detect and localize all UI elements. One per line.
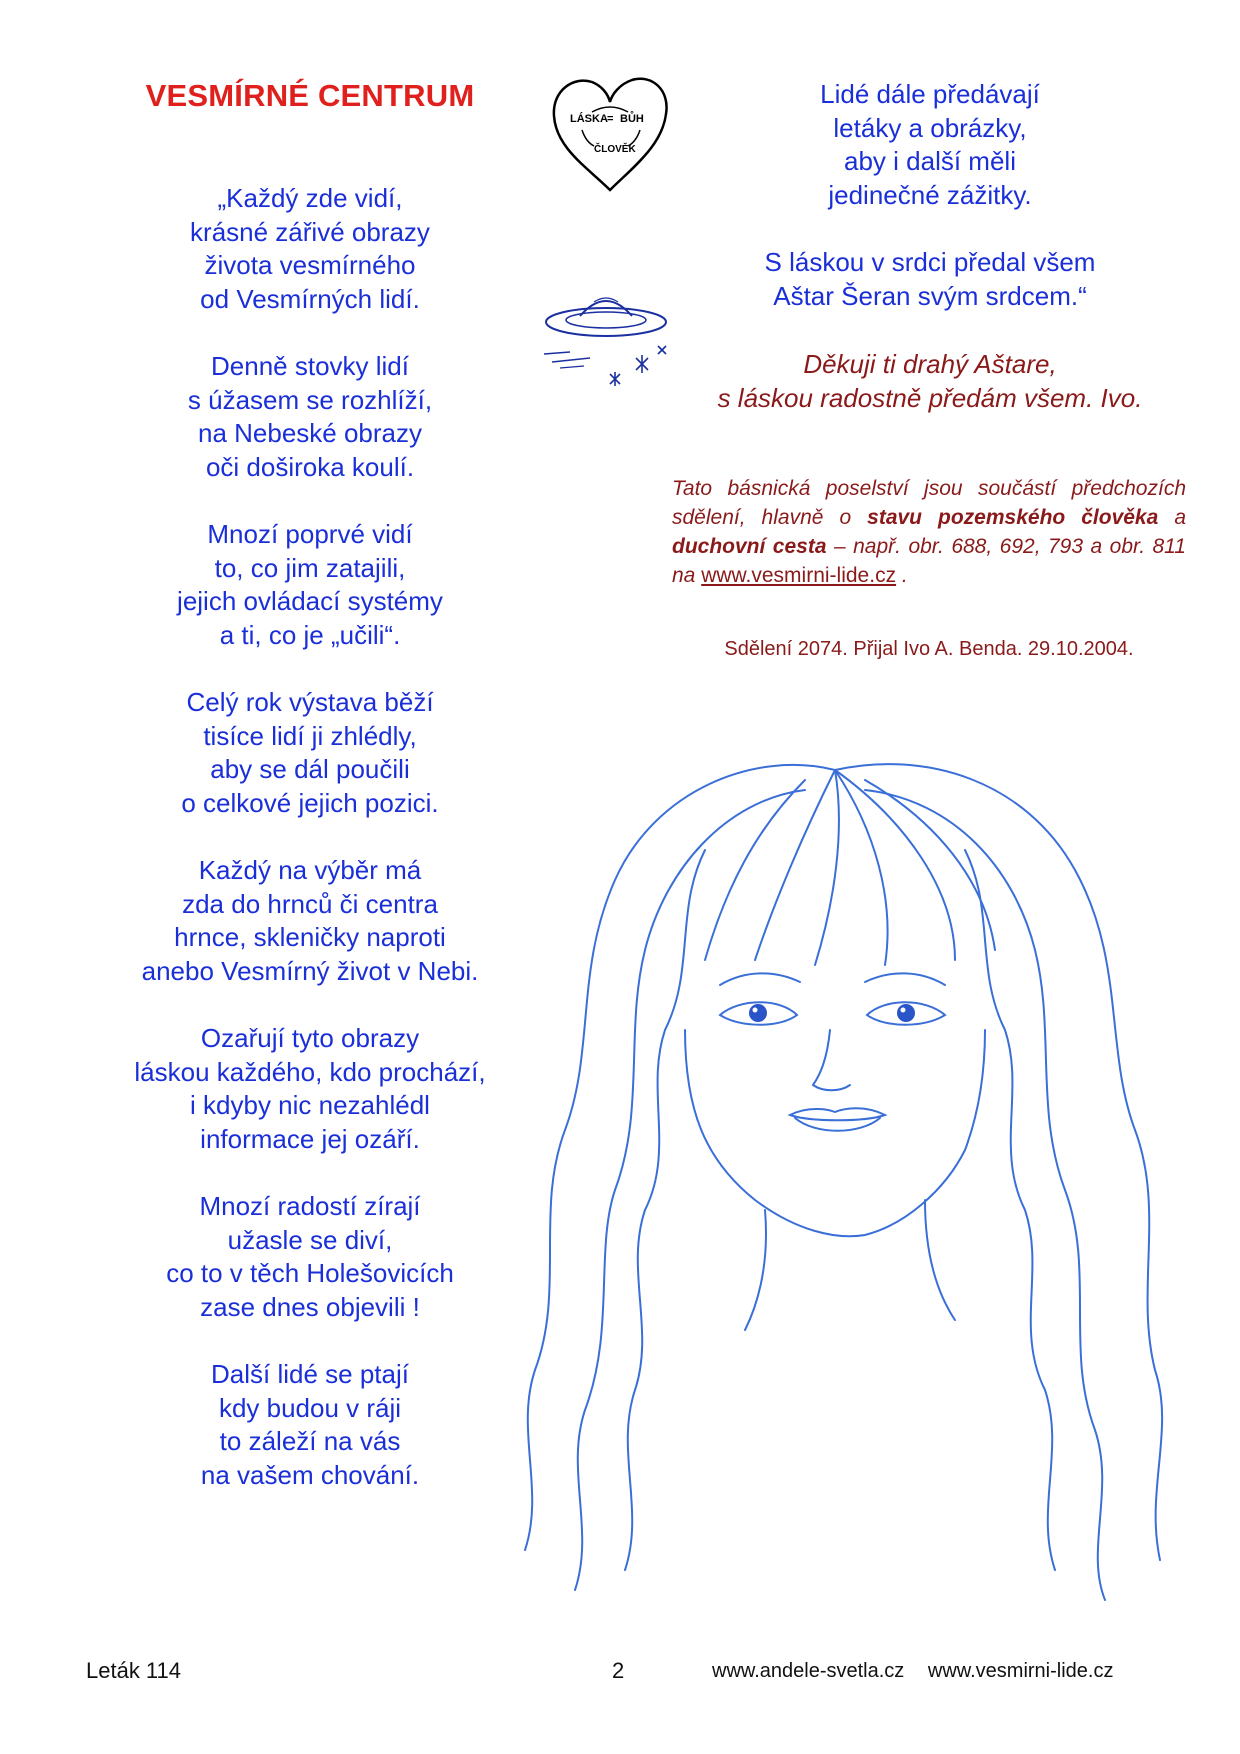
stanza (680, 246, 1180, 313)
source-note (672, 474, 1186, 590)
logo-text-love: LÁSKA (570, 113, 608, 125)
note-bold-1: stavu pozemského člověka (867, 506, 1159, 529)
note-rest: – např. obr. 688, 692, 793 a obr. 811 na (672, 535, 1186, 587)
poem-line: zase dnes objevili ! (200, 1291, 420, 1322)
thanks-line: Děkuji ti drahý Aštare, (803, 349, 1057, 379)
poem-line: anebo Vesmírný život v Nebi. (141, 955, 479, 986)
portrait-drawing (505, 730, 1185, 1610)
poem-line: oči doširoka koulí. (205, 451, 415, 482)
poem-line: Denně stovky lidí (211, 351, 409, 381)
stanza (110, 350, 510, 484)
poem-line: na vašem chování. (200, 1459, 420, 1490)
poem-line: tisíce lidí ji zhlédly, (203, 720, 417, 751)
page-number: 2 (612, 1658, 625, 1683)
note-intro: Tato básnická poselství jsou součástí předchozích sdělení, hlavně o (672, 477, 1186, 529)
poem-line: od Vesmírných lidí. (200, 283, 420, 314)
poem-line: Mnozí poprvé vidí (207, 519, 413, 549)
poem-line: co to v těch Holešovicích (166, 1258, 454, 1288)
poem-line: to, co jim zatajili, (214, 552, 406, 583)
stanza (110, 1022, 510, 1156)
poem-left (110, 182, 510, 1526)
poem-line: zda do hrnců či centra (182, 888, 438, 919)
poem-line: Celý rok výstava běží (186, 687, 434, 717)
poem-line: užasle se diví, (227, 1224, 393, 1255)
logo-text-human: ČLOVĚK (594, 144, 636, 155)
heart-logo (548, 72, 672, 196)
logo-text-god: BŮH (620, 113, 644, 125)
poem-line: S láskou v srdci předal všem (764, 247, 1096, 277)
stanza (110, 854, 510, 988)
stanza (110, 1190, 510, 1324)
website-link[interactable]: www.vesmirni-lide.cz (701, 564, 897, 587)
stanza (680, 78, 1180, 212)
poem-line: láskou každého, kdo prochází, (134, 1056, 486, 1087)
poem-line: Každý na výběr má (198, 855, 422, 885)
poem-line: Mnozí radostí zírají (199, 1191, 421, 1221)
poem-line: krásné zářivé obrazy (190, 216, 430, 247)
poem-line: aby i další měli (844, 146, 1016, 176)
thanks-text (680, 348, 1180, 415)
footer-link-andele[interactable]: www.andele-svetla.cz (712, 1660, 905, 1682)
footer-links (712, 1660, 1131, 1683)
poem-line: aby se dál poučili (210, 754, 410, 784)
message-signature: Sdělení 2074. Přijal Ivo A. Benda. 29.10.2004. (724, 638, 1134, 660)
poem-line: Aštar Šeran svým srdcem.“ (773, 280, 1087, 311)
poem-line: letáky a obrázky, (833, 112, 1027, 143)
poem-line: hrnce, skleničky naproti (174, 922, 446, 952)
poem-line: kdy budou v ráji (218, 1392, 402, 1423)
leaflet-number: Leták 114 (86, 1658, 182, 1683)
footer-link-vesmirni[interactable]: www.vesmirni-lide.cz (927, 1660, 1114, 1682)
stanza (110, 1358, 510, 1492)
poem-line: a ti, co je „učili“. (219, 619, 401, 650)
poem-line: Další lidé se ptají (211, 1359, 409, 1389)
poem-line: to záleží na vás (219, 1426, 401, 1456)
poem-line: života vesmírného (204, 250, 416, 280)
poem-right (680, 78, 1180, 347)
poem-line: Lidé dále předávají (820, 79, 1040, 109)
poem-line: na Nebeské obrazy (197, 418, 423, 448)
thanks-line: s láskou radostně předám všem. Ivo. (717, 382, 1143, 413)
poem-line: jejich ovládací systémy (177, 586, 443, 616)
poem-line: o celkové jejich pozici. (181, 787, 439, 818)
stanza (110, 182, 510, 316)
note-bold-2: duchovní cesta (672, 535, 827, 558)
poem-line: Ozařují tyto obrazy (200, 1023, 420, 1053)
ufo-sketch (540, 282, 680, 398)
note-end: . (901, 564, 908, 587)
poem-line: informace jej ozáří. (200, 1123, 420, 1154)
stanza (110, 686, 510, 820)
page-title: VESMÍRNÉ CENTRUM (145, 78, 475, 113)
poem-line: „Každý zde vidí, (217, 183, 403, 213)
poem-line: s úžasem se rozhlíží, (187, 384, 433, 415)
stanza (110, 518, 510, 652)
logo-text-equals: = (607, 113, 614, 125)
poem-line: i kdyby nic nezahlédl (190, 1090, 430, 1120)
note-and: a (1174, 506, 1186, 529)
poem-line: jedinečné zážitky. (828, 179, 1032, 210)
